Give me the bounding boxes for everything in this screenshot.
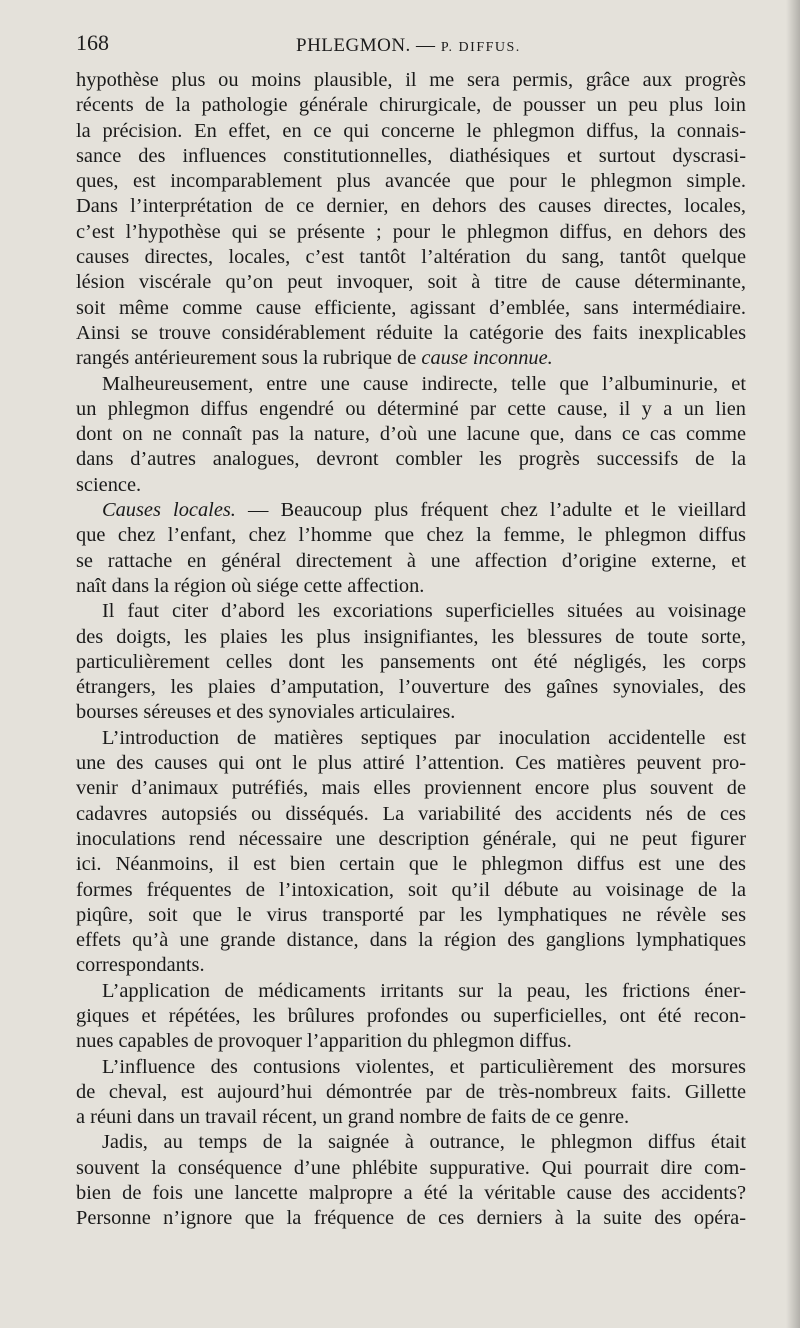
text-line: récents de la pathologie générale chirurgicale, de pousser un peu plus loin [76,94,746,117]
text-line: L’application de médicaments irritants sur la peau, les frictions éner- [102,979,746,1002]
text-line: se rattache en général directement à une affection d’origine externe, et [76,549,746,572]
text-run: rangés antérieurement sous la rubrique de [76,347,417,370]
text-line: L’influence des contusions violentes, et particulièrement des morsures [102,1055,746,1078]
text-line: Dans l’interprétation de ce dernier, en dehors des causes directes, locales, [76,195,746,218]
text-line [76,498,746,523]
text-line: naît dans la région où siége cette affection. [76,574,425,597]
text-line: causes directes, locales, c’est tantôt l’altération du sang, tantôt quelque [76,246,746,269]
text-line: a réuni dans un travail récent, un grand nombre de faits de ce genre. [76,1106,630,1129]
text-line: ici. Néanmoins, il est bien certain que le phlegmon diffus est une des [76,853,746,876]
text-line: bien de fois une lancette malpropre a été la véritable cause des accidents? [76,1182,746,1205]
paragraph-4 [76,599,746,725]
page-header [76,30,766,58]
text-line: L’introduction de matières septiques par inoculation accidentelle est [102,726,746,749]
text-line: formes fréquentes de l’intoxication, soit qu’il débute au voisinage de la [76,878,746,901]
running-head-subtitle: P. DIFFUS. [440,40,521,55]
text-line: nues capables de provoquer l’apparition du phlegmon diffus. [76,1030,572,1053]
text-line: soit même comme cause efficiente, agissant d’emblée, sans intermédiaire. [76,296,746,319]
text-line: étrangers, les plaies d’amputation, l’ouverture des gaînes synoviales, des [76,676,746,699]
text-line: ques, est incomparablement plus avancée que pour le phlegmon simple. [76,170,746,193]
paragraph-6 [76,979,746,1055]
text-line: effets qu’à une grande distance, dans la région des ganglions lymphatiques [76,929,746,952]
running-head-title: PHLEGMON. — [296,35,436,56]
text-line: inoculations rend nécessaire une description générale, qui ne peut figurer [76,827,746,850]
paragraph-5 [76,726,746,979]
text-line: particulièrement celles dont les pansements ont été négligés, les corps [76,650,746,673]
paragraph-7 [76,1055,746,1131]
text-line: de cheval, est aujourd’hui démontrée par de très-nombreux faits. Gillette [76,1080,746,1103]
text-run: — Beaucoup plus fréquent chez l’adulte et le vieillard [248,499,746,522]
text-line: que chez l’enfant, chez l’homme que chez la femme, le phlegmon diffus [76,524,746,547]
text-line: correspondants. [76,954,205,977]
text-line: sance des influences constitutionnelles, diathésiques et surtout dyscrasi- [76,144,746,167]
page-number: 168 [76,30,109,55]
text-line: Malheureusement, entre une cause indirecte, telle que l’albuminurie, et [102,372,746,395]
text-line: lésion viscérale qu’on peut invoquer, soit à titre de cause déterminante, [76,271,746,294]
text-line: bourses séreuses et des synoviales articulaires. [76,701,456,724]
paragraph-2 [76,372,746,498]
text-line: des doigts, les plaies les plus insignifiantes, les blessures de toute sorte, [76,625,746,648]
running-head [296,35,521,57]
text-line: dans d’autres analogues, devront combler les progrès successifs de la [76,448,746,471]
text-line: Personne n’ignore que la fréquence de ces derniers à la suite des opéra- [76,1207,746,1230]
text-line [76,346,746,371]
text-line: c’est l’hypothèse qui se présente ; pour le phlegmon diffus, en dehors des [76,220,746,243]
paragraph-8 [76,1130,746,1231]
page-edge-shadow [786,0,800,1328]
text-line: un phlegmon diffus engendré ou déterminé par cette cause, il y a un lien [76,397,746,420]
text-line: souvent la conséquence d’une phlébite suppurative. Qui pourrait dire com- [76,1156,746,1179]
text-line: piqûre, soit que le virus transporté par les lymphatiques ne révèle ses [76,903,746,926]
section-heading: Causes locales. [102,499,236,522]
text-line: une des causes qui ont le plus attiré l’attention. Ces matières peuvent pro- [76,752,746,775]
text-line: la précision. En effet, en ce qui concerne le phlegmon diffus, la connais- [76,119,746,142]
paragraph-1 [76,68,746,372]
text-line: Ainsi se trouve considérablement réduite la catégorie des faits inexplicables [76,321,746,344]
italic-text: cause inconnue. [421,347,553,370]
body-text [76,68,746,1232]
text-line: cadavres autopsiés ou disséqués. La variabilité des accidents nés de ces [76,802,746,825]
text-line: dont on ne connaît pas la nature, d’où une lacune que, dans ce cas comme [76,423,746,446]
text-line: Jadis, au temps de la saignée à outrance, le phlegmon diffus était [102,1131,746,1154]
text-line: venir d’animaux putréfiés, mais elles proviennent encore plus souvent de [76,777,746,800]
text-line: giques et répétées, les brûlures profondes ou superficielles, ont été recon- [76,1004,746,1027]
text-line: hypothèse plus ou moins plausible, il me sera permis, grâce aux progrès [76,69,746,91]
paragraph-3 [76,498,746,599]
text-line: science. [76,473,142,496]
text-line: Il faut citer d’abord les excoriations superficielles situées au voisinage [102,600,746,623]
